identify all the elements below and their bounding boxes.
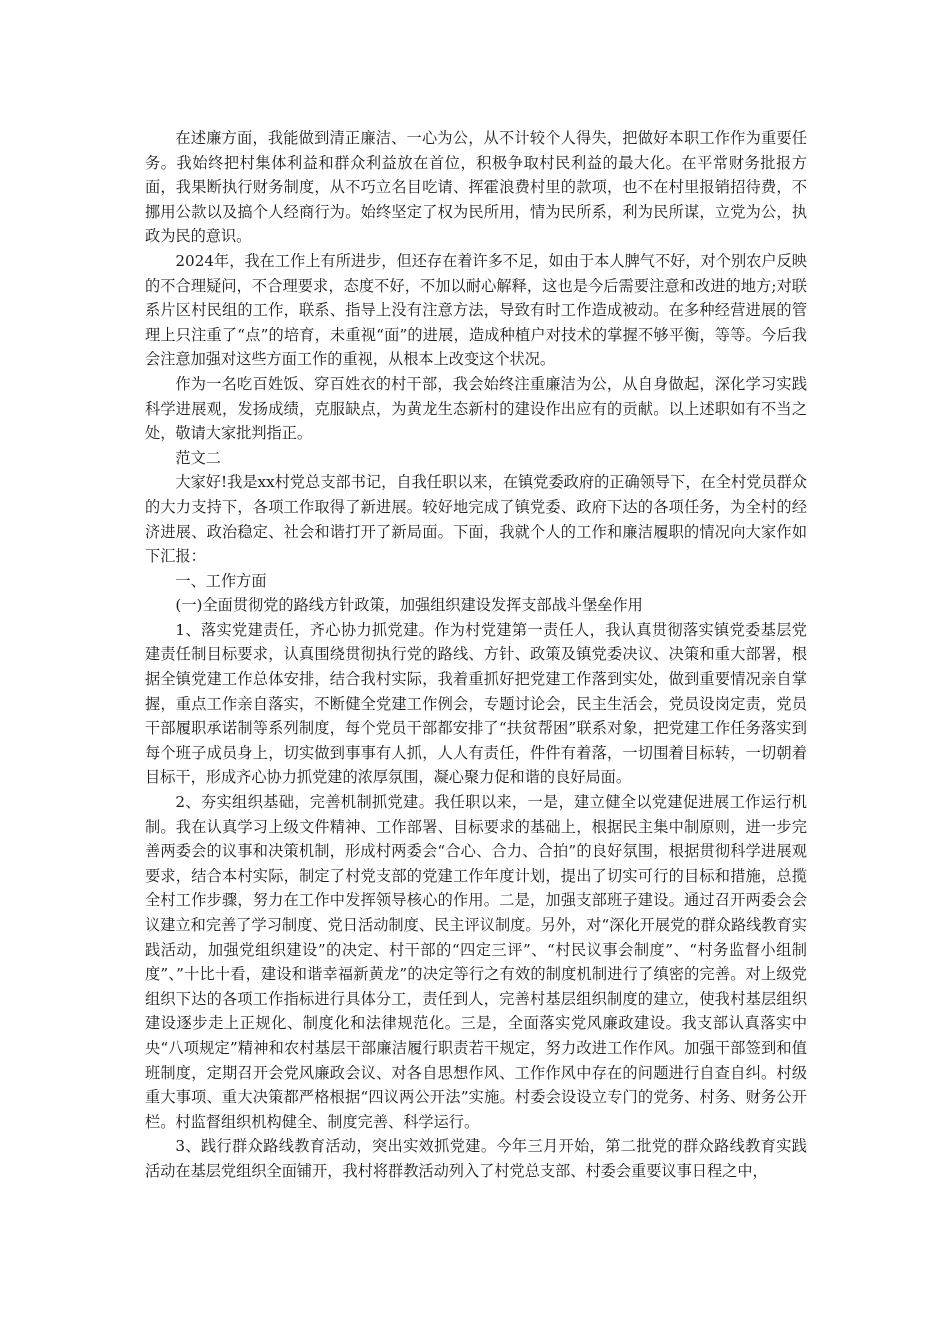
heading-work-aspects: 一、工作方面 [175, 571, 267, 590]
paragraph-item-3: 3、践行群众路线教育活动，突出实效抓党建。今年三月开始，第二批党的群众路线教育实践活动在基层党组织全面铺开，我村将群教活动列入了村党总支部、村委会重要议事日程之中， [145, 1137, 807, 1180]
section-heading-sample-two: 范文二 [175, 448, 221, 467]
subheading-party-line: (一)全面贯彻党的路线方针政策，加强组织建设发挥支部战斗堡垒作用 [175, 596, 643, 615]
document-body [145, 126, 807, 1184]
paragraph-integrity: 在述廉方面，我能做到清正廉洁、一心为公，从不计较个人得失，把做好本职工作作为重要任务。我始终把村集体利益和群众利益放在首位，积极争取村民利益的最大化。在平常财务批报方面，我果断执行财务制度，从不巧立名目吃请、挥霍浪费村里的款项，也不在村里报销招待费，不挪用公款以及搞个人经商行为。始终坚定了权为民所用，情为民所系，利为民所谋，立党为公，执政为民的意识。 [145, 129, 807, 246]
paragraph-shortcomings: 2024年，我在工作上有所进步，但还存在着许多不足，如由于本人脾气不好，对个别农户反映的不合理疑问，不合理要求，态度不好，不加以耐心解释，这也是今后需要注意和改进的地方;对联系片区村民组的工作，联系、指导上没有注意方法，导致有时工作造成被动。在多种经营进展的管理上只注重了“点”的培育，未重视“面”的进展，造成种植户对技术的掌握不够平衡，等等。今后我会注意加强对这些方面工作的重视，从根本上改变这个状况。 [145, 251, 807, 369]
paragraph-conclusion: 作为一名吃百姓饭、穿百姓衣的村干部，我会始终注重廉洁为公，从自身做起，深化学习实践科学进展观，发扬成绩，克服缺点，为黄龙生态新村的建设作出应有的贡献。以上述职如有不当之处，敬请大家批判指正。 [145, 374, 807, 443]
paragraph-introduction: 大家好!我是xx村党总支部书记，自我任职以来，在镇党委政府的正确领导下，在全村党员群众的大力支持下，各项工作取得了新进展。较好地完成了镇党委、政府下达的各项任务，为全村的经济进展、政治稳定、社会和谐打开了新局面。下面，我就个人的工作和廉洁履职的情况向大家作如下汇报： [145, 473, 807, 566]
paragraph-item-1: 1、落实党建责任，齐心协力抓党建。作为村党建第一责任人，我认真贯彻落实镇党委基层党建责任制目标要求，认真围绕贯彻执行党的路线、方针、政策及镇党委决议、决策和重大部署，根据全镇党建工作总体安排，结合我村实际，我着重抓好把党建工作落到实处，做到重要情况亲自掌握，重点工作亲自落实，不断健全党建工作例会，专题讨论会，民主生活会，党员设岗定责，党员干部履职承诺制等系列制度，每个党员干部都安排了“扶贫帮困”联系对象，把党建工作任务落实到每个班子成员身上，切实做到事事有人抓，人人有责任，件件有着落，一切围着目标转，一切朝着目标干，形成齐心协力抓党建的浓厚氛围，凝心聚力促和谐的良好局面。 [145, 620, 807, 787]
paragraph-item-2: 2、夯实组织基础，完善机制抓党建。我任职以来，一是，建立健全以党建促进展工作运行机制。我在认真学习上级文件精神、工作部署、目标要求的基础上，根据民主集中制原则，进一步完善两委会的议事和决策机制，形成村两委会“合心、合力、合拍”的良好氛围，根据贯彻科学进展观要求，结合本村实际，制定了村党支部的党建工作年度计划，提出了切实可行的目标和措施，总揽全村工作步骤，努力在工作中发挥领导核心的作用。二是，加强支部班子建设。通过召开两委会会议建立和完善了学习制度、党日活动制度、民主评议制度。另外，对“深化开展党的群众路线教育实践活动，加强党组织建设”的决定、村干部的“四定三评”、“村民议事会制度”、“村务监督小组制度”、”十比十看，建设和谐幸福新黄龙”的决定等行之有效的制度机制进行了缜密的完善。对上级党组织下达的各项工作指标进行具体分工，责任到人，完善村基层组织制度的建立，使我村基层组织建设逐步走上正规化、制度化和法律规范化。三是，全面落实党风廉政建设。我支部认真落实中央“八项规定”精神和农村基层干部廉洁履行职责若干规定，努力改进工作作风。加强干部签到和值班制度，定期召开会党风廉政会议、对各自思想作风、工作作风中存在的问题进行自查自纠。村级重大事项、重大决策都严格根据“四议两公开法”实施。村委会设设立专门的党务、村务、财务公开栏。村监督组织机构健全、制度完善、科学运行。 [145, 793, 807, 1131]
